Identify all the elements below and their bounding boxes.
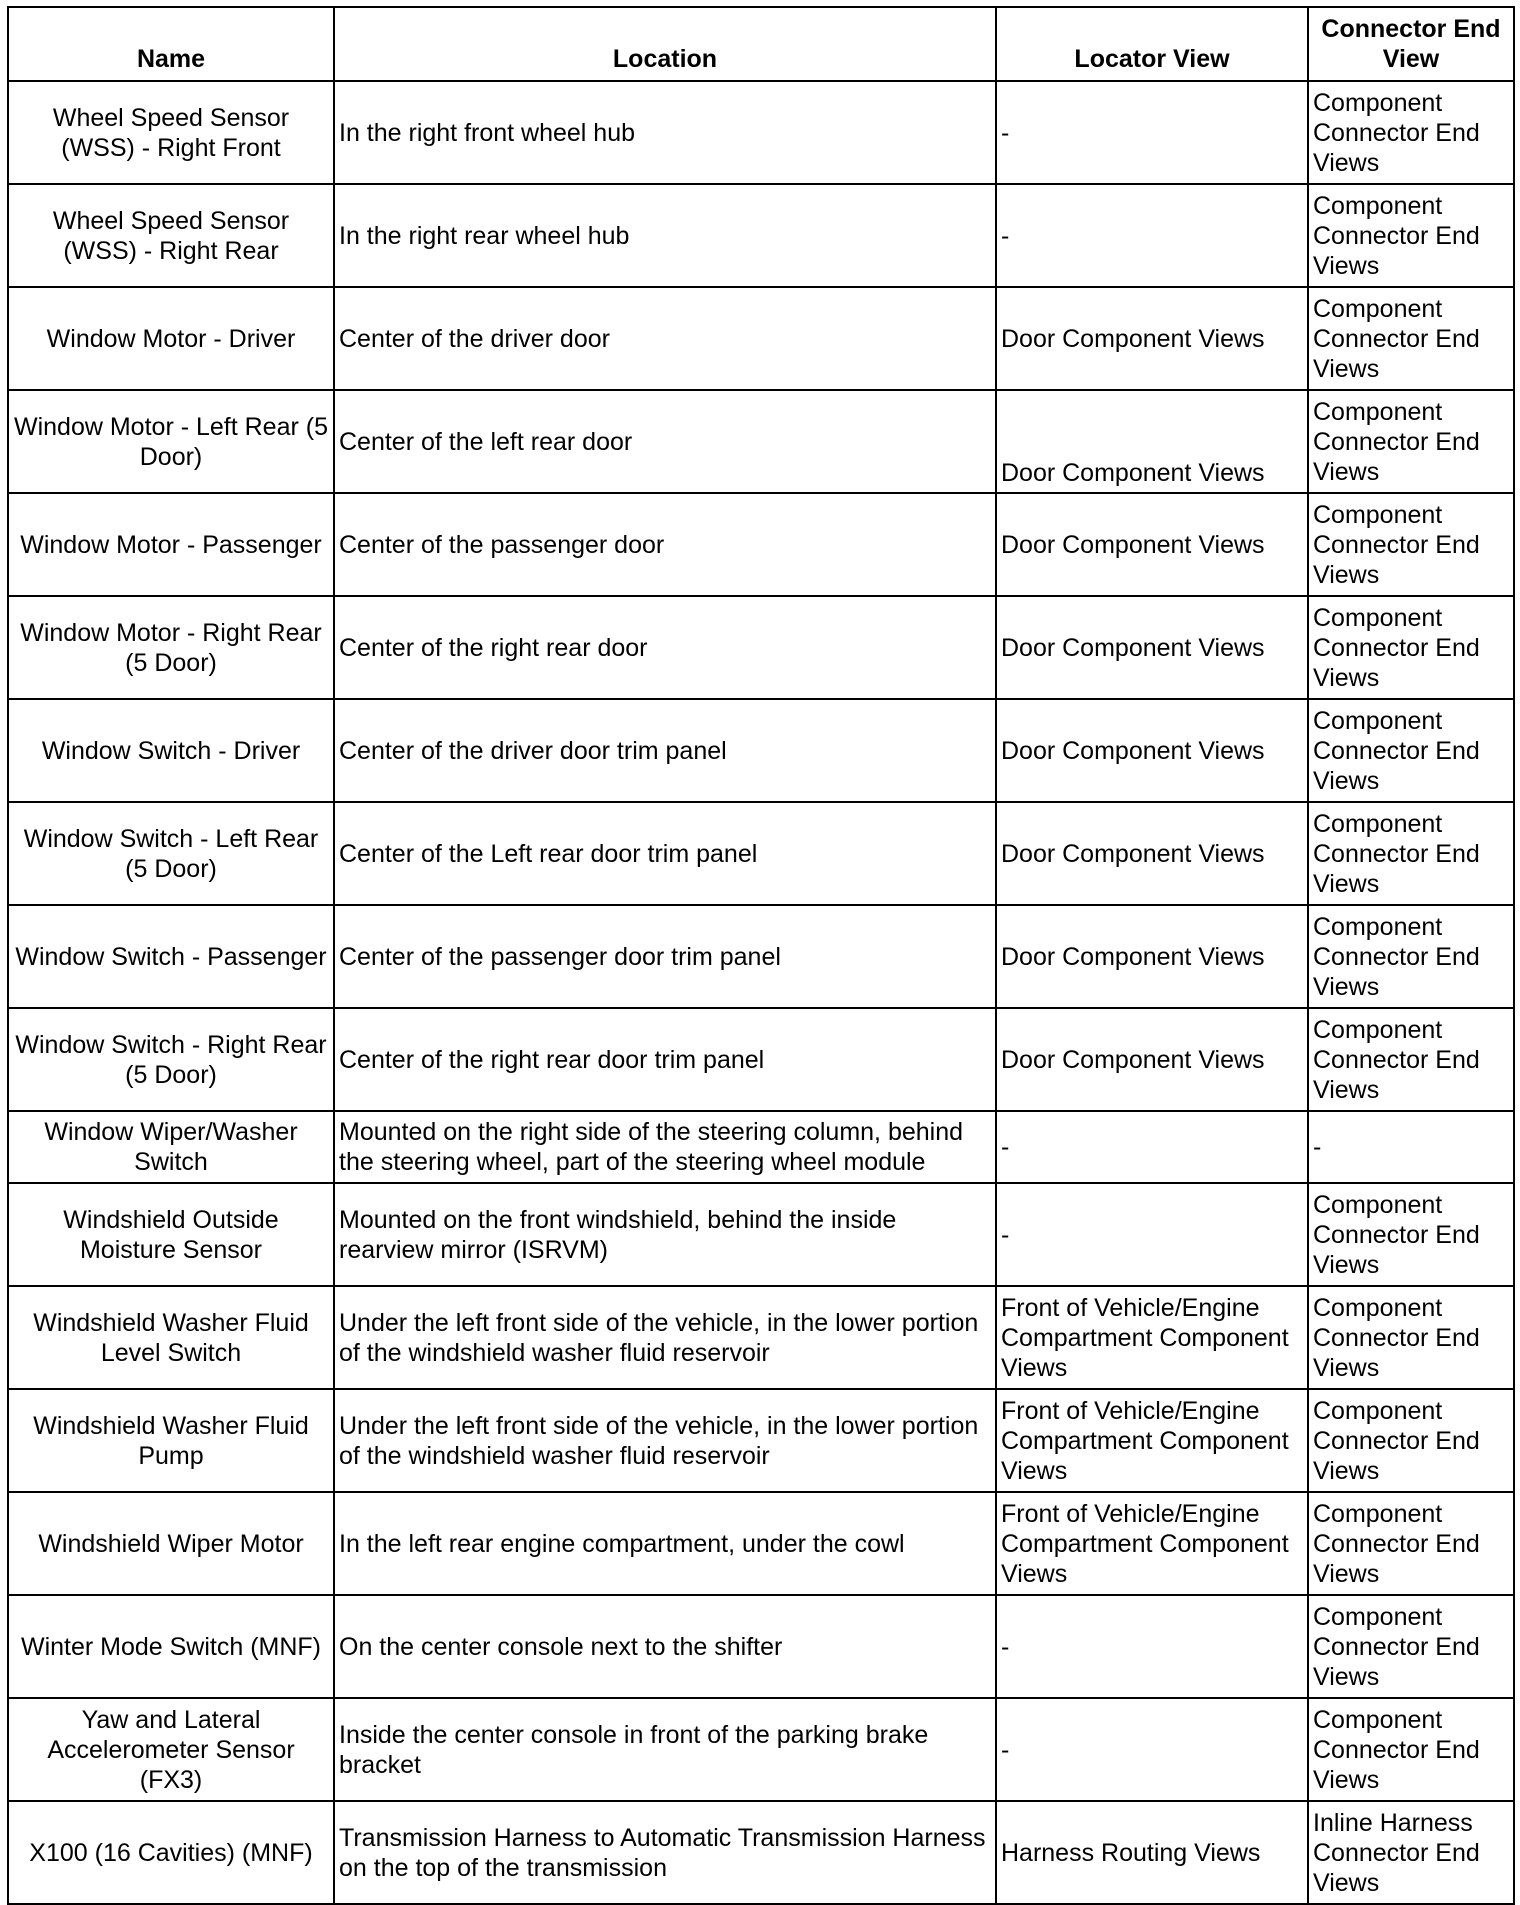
table-row bbox=[8, 1008, 1514, 1111]
cell-connector-end-view[interactable]: Component Connector End Views bbox=[1308, 1389, 1514, 1492]
table-row bbox=[8, 184, 1514, 287]
cell-location: Center of the passenger door bbox=[334, 493, 996, 596]
table-row bbox=[8, 1183, 1514, 1286]
cell-name: Window Motor - Right Rear (5 Door) bbox=[8, 596, 334, 699]
cell-connector-end-view[interactable]: Component Connector End Views bbox=[1308, 905, 1514, 1008]
cell-locator-view[interactable]: Harness Routing Views bbox=[996, 1801, 1308, 1904]
cell-location: Inside the center console in front of the parking brake bracket bbox=[334, 1698, 996, 1801]
table-row bbox=[8, 493, 1514, 596]
cell-locator-view[interactable]: Door Component Views bbox=[996, 699, 1308, 802]
table-row bbox=[8, 1389, 1514, 1492]
cell-connector-end-view[interactable]: Component Connector End Views bbox=[1308, 1595, 1514, 1698]
table-row bbox=[8, 596, 1514, 699]
cell-connector-end-view[interactable]: Component Connector End Views bbox=[1308, 596, 1514, 699]
cell-connector-end-view: - bbox=[1308, 1111, 1514, 1183]
cell-connector-end-view[interactable]: Inline Harness Connector End Views bbox=[1308, 1801, 1514, 1904]
cell-location: Mounted on the front windshield, behind the inside rearview mirror (ISRVM) bbox=[334, 1183, 996, 1286]
table-row bbox=[8, 81, 1514, 184]
cell-name: Yaw and Lateral Accelerometer Sensor (FX3) bbox=[8, 1698, 334, 1801]
cell-location: Center of the Left rear door trim panel bbox=[334, 802, 996, 905]
cell-locator-view[interactable]: Door Component Views bbox=[996, 1008, 1308, 1111]
cell-locator-view: - bbox=[996, 1698, 1308, 1801]
cell-locator-view[interactable]: Front of Vehicle/Engine Compartment Component Views bbox=[996, 1492, 1308, 1595]
table-row bbox=[8, 287, 1514, 390]
cell-connector-end-view[interactable]: Component Connector End Views bbox=[1308, 1286, 1514, 1389]
table-row bbox=[8, 1595, 1514, 1698]
table-row bbox=[8, 1801, 1514, 1904]
cell-name: X100 (16 Cavities) (MNF) bbox=[8, 1801, 334, 1904]
cell-location: In the right front wheel hub bbox=[334, 81, 996, 184]
cell-location: Center of the left rear door bbox=[334, 390, 996, 493]
table-row bbox=[8, 1111, 1514, 1183]
cell-connector-end-view[interactable]: Component Connector End Views bbox=[1308, 699, 1514, 802]
cell-name: Window Motor - Left Rear (5 Door) bbox=[8, 390, 334, 493]
header-name: Name bbox=[8, 7, 334, 81]
table-row bbox=[8, 905, 1514, 1008]
cell-connector-end-view[interactable]: Component Connector End Views bbox=[1308, 493, 1514, 596]
cell-name: Window Motor - Driver bbox=[8, 287, 334, 390]
cell-location: On the center console next to the shifter bbox=[334, 1595, 996, 1698]
component-locator-table-wrapper bbox=[7, 6, 1513, 1905]
cell-location: Under the left front side of the vehicle, in the lower portion of the windshield washer fluid reservoir bbox=[334, 1389, 996, 1492]
cell-name: Wheel Speed Sensor (WSS) - Right Front bbox=[8, 81, 334, 184]
cell-location: Center of the driver door trim panel bbox=[334, 699, 996, 802]
cell-name: Window Switch - Right Rear (5 Door) bbox=[8, 1008, 334, 1111]
cell-location: Center of the right rear door trim panel bbox=[334, 1008, 996, 1111]
table-row bbox=[8, 1492, 1514, 1595]
cell-name: Windshield Wiper Motor bbox=[8, 1492, 334, 1595]
cell-locator-view[interactable]: Door Component Views bbox=[996, 287, 1308, 390]
cell-name: Wheel Speed Sensor (WSS) - Right Rear bbox=[8, 184, 334, 287]
table-row bbox=[8, 1698, 1514, 1801]
cell-name: Window Wiper/Washer Switch bbox=[8, 1111, 334, 1183]
table-row bbox=[8, 699, 1514, 802]
cell-connector-end-view[interactable]: Component Connector End Views bbox=[1308, 1698, 1514, 1801]
header-row bbox=[8, 7, 1514, 81]
header-connector-end-view: Connector End View bbox=[1308, 7, 1514, 81]
cell-connector-end-view[interactable]: Component Connector End Views bbox=[1308, 1492, 1514, 1595]
table-row bbox=[8, 1286, 1514, 1389]
cell-connector-end-view[interactable]: Component Connector End Views bbox=[1308, 1183, 1514, 1286]
cell-connector-end-view[interactable]: Component Connector End Views bbox=[1308, 390, 1514, 493]
cell-locator-view[interactable]: Front of Vehicle/Engine Compartment Component Views bbox=[996, 1286, 1308, 1389]
cell-location: In the right rear wheel hub bbox=[334, 184, 996, 287]
cell-name: Windshield Washer Fluid Level Switch bbox=[8, 1286, 334, 1389]
cell-location: Center of the passenger door trim panel bbox=[334, 905, 996, 1008]
cell-name: Window Switch - Left Rear (5 Door) bbox=[8, 802, 334, 905]
cell-location: Center of the driver door bbox=[334, 287, 996, 390]
cell-name: Winter Mode Switch (MNF) bbox=[8, 1595, 334, 1698]
cell-locator-view[interactable]: Door Component Views bbox=[996, 905, 1308, 1008]
table-row bbox=[8, 802, 1514, 905]
cell-name: Window Switch - Driver bbox=[8, 699, 334, 802]
cell-locator-view[interactable]: Door Component Views bbox=[996, 802, 1308, 905]
cell-locator-view[interactable]: Front of Vehicle/Engine Compartment Component Views bbox=[996, 1389, 1308, 1492]
cell-locator-view[interactable]: Door Component Views bbox=[996, 596, 1308, 699]
cell-location: In the left rear engine compartment, under the cowl bbox=[334, 1492, 996, 1595]
cell-connector-end-view[interactable]: Component Connector End Views bbox=[1308, 81, 1514, 184]
cell-locator-view: - bbox=[996, 184, 1308, 287]
table-header bbox=[8, 7, 1514, 81]
table-body bbox=[8, 81, 1514, 1904]
cell-name: Window Motor - Passenger bbox=[8, 493, 334, 596]
cell-connector-end-view[interactable]: Component Connector End Views bbox=[1308, 1008, 1514, 1111]
cell-locator-view[interactable]: Door Component Views bbox=[996, 390, 1308, 493]
cell-location: Under the left front side of the vehicle, in the lower portion of the windshield washer fluid reservoir bbox=[334, 1286, 996, 1389]
cell-locator-view: - bbox=[996, 81, 1308, 184]
cell-locator-view: - bbox=[996, 1111, 1308, 1183]
cell-location: Center of the right rear door bbox=[334, 596, 996, 699]
cell-connector-end-view[interactable]: Component Connector End Views bbox=[1308, 184, 1514, 287]
component-locator-table bbox=[7, 6, 1515, 1905]
cell-name: Windshield Outside Moisture Sensor bbox=[8, 1183, 334, 1286]
table-row bbox=[8, 390, 1514, 493]
cell-name: Window Switch - Passenger bbox=[8, 905, 334, 1008]
cell-name: Windshield Washer Fluid Pump bbox=[8, 1389, 334, 1492]
cell-connector-end-view[interactable]: Component Connector End Views bbox=[1308, 802, 1514, 905]
cell-locator-view[interactable]: Door Component Views bbox=[996, 493, 1308, 596]
cell-locator-view: - bbox=[996, 1595, 1308, 1698]
header-location: Location bbox=[334, 7, 996, 81]
cell-locator-view: - bbox=[996, 1183, 1308, 1286]
cell-connector-end-view[interactable]: Component Connector End Views bbox=[1308, 287, 1514, 390]
cell-location: Transmission Harness to Automatic Transmission Harness on the top of the transmission bbox=[334, 1801, 996, 1904]
header-locator-view: Locator View bbox=[996, 7, 1308, 81]
cell-location: Mounted on the right side of the steering column, behind the steering wheel, part of the steering wheel module bbox=[334, 1111, 996, 1183]
